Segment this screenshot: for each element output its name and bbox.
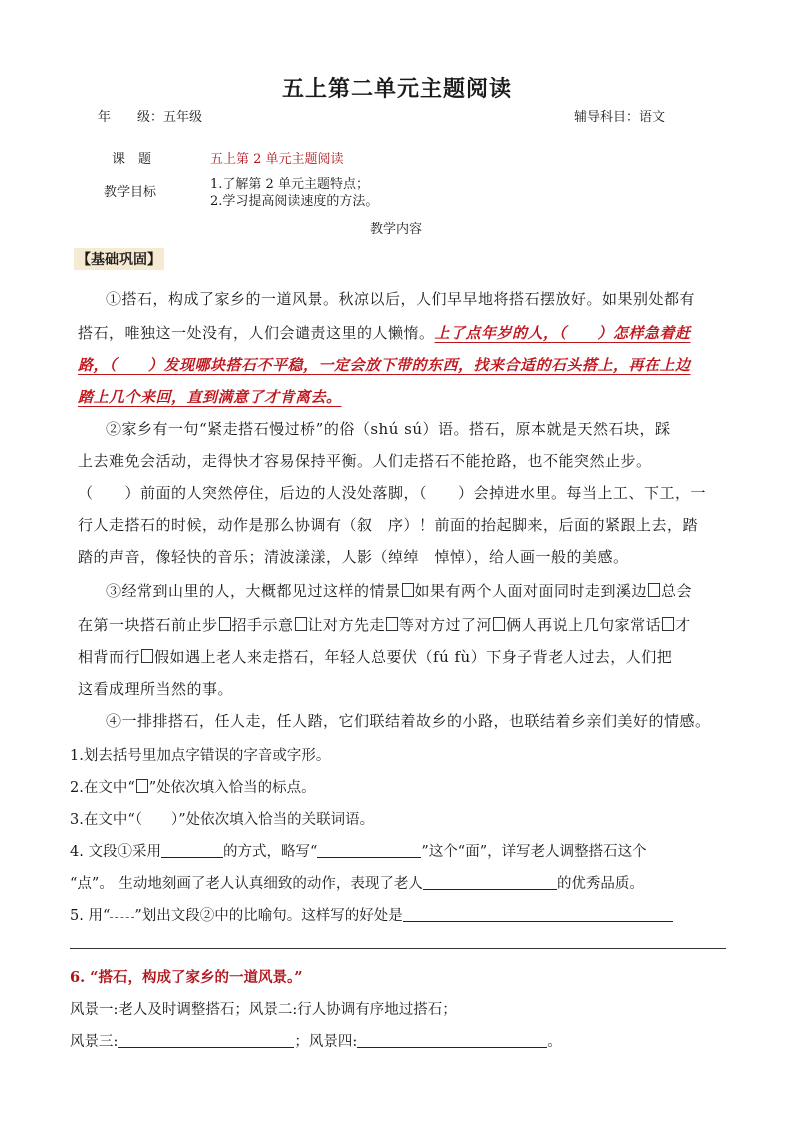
question-3: 3.在文中“（ ）”处依次填入恰当的关联词语。: [70, 812, 375, 828]
passage-line: 上去难免会活动，走得快才容易保持平衡。人们走搭石不能抢路，也不能突然止步。: [78, 452, 652, 470]
passage-text: 俩人再说上几句家常话: [506, 616, 662, 634]
passage-text: 假如遇上老人来走搭石，年轻人总要伏（fú fù）下身子背老人过去，人们把: [154, 648, 673, 666]
question-text: 的优秀品质。: [556, 876, 644, 892]
content-label: 教学内容: [370, 222, 423, 237]
question-6-title: 6. “搭石，构成了家乡的一道风景。”: [70, 969, 303, 986]
question-text: ”这个“面”，详写老人调整搭石这个: [421, 844, 647, 860]
question-text: ；风景四:: [294, 1034, 358, 1050]
punctuation-box[interactable]: [295, 617, 307, 631]
question-6-line-1: 风景一:老人及时调整搭石；风景二:行人协调有序地过搭石；: [70, 1002, 457, 1018]
question-text: 。: [547, 1034, 562, 1050]
passage-line: ④一排排搭石，任人走，任人踏，它们联结着故乡的小路，也联结着乡亲们美好的情感。: [106, 712, 711, 730]
passage-line: [78, 646, 672, 667]
answer-blank[interactable]: [161, 857, 223, 858]
question-4-line-2: [70, 872, 644, 893]
passage-line: 行人走搭石的时候，动作是那么协调有（叙 序）！前面的抬起脚来，后面的紧跟上去，踏: [78, 516, 699, 534]
topic-label: 课 题: [112, 152, 152, 167]
passage-line: 踏的声音，像轻快的音乐；清波漾漾，人影（绰绰 悼悼），给人画一般的美感。: [78, 548, 629, 566]
question-1: 1.划去括号里加点字错误的字音或字形。: [70, 748, 331, 764]
passage-line: [78, 614, 691, 635]
punctuation-box[interactable]: [662, 617, 674, 631]
answer-blank[interactable]: [403, 921, 673, 922]
document-title: 五上第二单元主题阅读: [281, 77, 512, 102]
grade-label: 年 级：五年级: [98, 110, 203, 125]
punctuation-box[interactable]: [141, 649, 153, 663]
punctuation-box-sample: [136, 779, 148, 793]
passage-text: 才: [675, 616, 691, 634]
passage-line: （ ）前面的人突然停住，后边的人没处落脚，（ ）会掉进水里。每当上工、下工，一: [78, 484, 707, 502]
question-text: ”划出文段②中的比喻句。这样写的好处是: [134, 908, 403, 924]
punctuation-box[interactable]: [648, 583, 660, 597]
section-heading: 【基础巩固】: [74, 248, 164, 270]
goal-item-1: 1.了解第 2 单元主题特点；: [210, 177, 369, 192]
question-text: 4. 文段①采用: [70, 844, 161, 860]
passage-text: 在第一块搭石前止步: [78, 616, 218, 634]
passage-line: [78, 322, 691, 343]
answer-blank[interactable]: [357, 1047, 547, 1048]
passage-text: 让对方先走: [307, 616, 386, 634]
question-text: 风景三:: [70, 1034, 119, 1050]
passage-text: 相背而行: [78, 648, 141, 666]
question-2: [70, 776, 316, 797]
answer-blank[interactable]: [317, 857, 421, 858]
passage-text: ③经常到山里的人，大概都见过这样的情景: [106, 582, 401, 600]
question-text: 2.在文中“: [70, 780, 135, 796]
question-text: 5. 用“: [70, 908, 111, 924]
question-4-line-1: [70, 840, 647, 861]
passage-line: ②家乡有一句“紧走搭石慢过桥”的俗（shú sú）语。搭石，原本就是天然石块，踩: [106, 420, 671, 438]
passage-text: 搭石，唯独这一处没有，人们会谴责这里的人懒惰。: [78, 324, 435, 342]
question-6-line-2: [70, 1030, 562, 1051]
passage-text: 总会: [661, 582, 693, 600]
punctuation-box[interactable]: [219, 617, 231, 631]
punctuation-box[interactable]: [386, 617, 398, 631]
passage-text: 等对方过了河: [399, 616, 493, 634]
highlighted-line: 踏上几个来回，直到满意了才肯离去。: [78, 388, 342, 406]
passage-line: ①搭石，构成了家乡的一道风景。秋凉以后，人们早早地将搭石摆放好。如果别处都有: [106, 290, 696, 308]
passage-line: 这看成理所当然的事。: [78, 680, 234, 698]
question-5: [70, 904, 673, 925]
punctuation-box[interactable]: [402, 583, 414, 597]
goal-label: 教学目标: [104, 185, 157, 200]
answer-blank[interactable]: [423, 889, 557, 890]
highlighted-line: 路，（ ）发现哪块搭石不平稳，一定会放下带的东西，找来合适的石头搭上，再在上边: [78, 356, 691, 374]
answer-line[interactable]: [70, 948, 726, 949]
question-text: ”处依次填入恰当的标点。: [148, 780, 316, 796]
goal-item-2: 2.学习提高阅读速度的方法。: [210, 194, 379, 209]
subject-label: 辅导科目：语文: [574, 110, 666, 125]
punctuation-box[interactable]: [493, 617, 505, 631]
topic-value: 五上第 2 单元主题阅读: [210, 152, 344, 167]
wavy-underline-mark: [110, 917, 134, 918]
passage-text: 招手示意: [231, 616, 294, 634]
question-text: “点”。 生动地刻画了老人认真细致的动作，表现了老人: [70, 876, 423, 892]
passage-line: [106, 580, 692, 601]
passage-text: 如果有两个人面对面同时走到溪边: [414, 582, 648, 600]
answer-blank[interactable]: [118, 1047, 294, 1048]
highlighted-text: 上了点年岁的人，（ ）怎样急着赶: [434, 324, 691, 342]
question-text: 的方式，略写“: [222, 844, 318, 860]
